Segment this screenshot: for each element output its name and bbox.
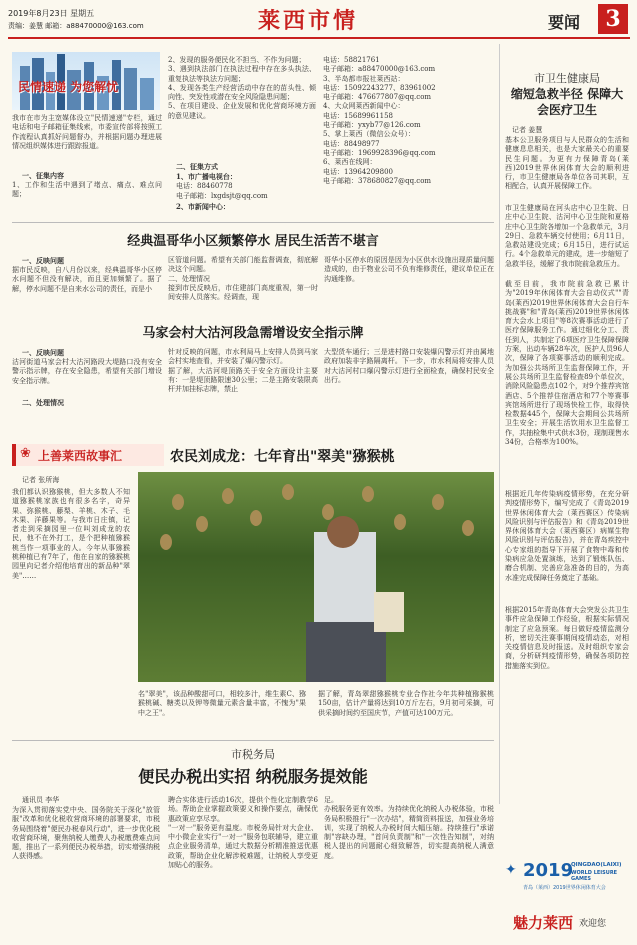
intro-body: 我市在市为主宽媒体设立"民情速递"专栏，通过电话和电子邮箱征集线索，市委宣传部将按照工作流程认真抓好问题督办，并根据问题办理进展情况组织媒体进行跟踪报道。 <box>12 114 162 150</box>
banner-title: 民情速递 为您解忧 <box>18 80 119 94</box>
feature-header <box>12 444 494 466</box>
story2-head2: 二、处理情况 <box>22 398 64 407</box>
feature-reporter: 记者 张所海 <box>22 476 60 484</box>
story1-col3: 哥华小区停水的原因是因为小区供水设施出现质量问题造成的，由于物业公司不负有维修责任，建议单位正在沟通维修。 <box>324 256 494 283</box>
intro-s2-1: 1、市广播电视台： <box>176 172 237 181</box>
right-title: 缩短急救半径 保障大会医疗卫生 <box>510 87 624 117</box>
lotus-icon: ❀ <box>20 446 31 461</box>
feature-photo <box>138 472 494 682</box>
intro-s2-1-mail: 电子邮箱：lxgdsjt@qq.com <box>176 192 268 200</box>
tax-title: 便民办税出实招 纳税服务提效能 <box>138 767 368 786</box>
story1-col2: 区管道问题。希望有关部门能监督调查，彻底解决这个问题。 二、处理情况 接到市民反映后，市住建部门高度重视，第一时间安排人员落实。经调查，现 <box>168 256 318 302</box>
story2-col3: 大型货车通行；三是进村路口安装爆闪警示灯并由属地政府加装非字路隔离杆。下一步，市水利局将安排人员对大沽河村口爆闪警示灯进行全面检查，确保村民安全出行。 <box>324 348 494 384</box>
right-body2: 市卫生健康局在河头店中心卫生院、日庄中心卫生院、沽河中心卫生院和夏格庄中心卫生院各增加一个急救单元，3月29日、急救车辆交付使用；6月11日，急救站建设完成；6月15日，进行试运行。4个急救单元的建成，进一步缩短了急救半径，缓解了我市院前急救压力。 <box>505 204 629 268</box>
page-number: 3 <box>598 4 628 34</box>
divider-tax <box>12 740 494 741</box>
banner <box>12 52 160 110</box>
series-label: 上善莱西故事汇 <box>38 449 123 463</box>
logo-en3: 青岛（莱西）2019世界休闲体育大会 <box>523 885 606 891</box>
logo-en1: QINGDAO(LAIXI) <box>571 862 622 868</box>
story2-head: 一、反映问题 <box>22 348 64 357</box>
intro-s2-1-phone: 电话：88460778 <box>176 182 233 190</box>
leisure-figure-icon: ✦ <box>505 862 517 878</box>
feature-caption-left: 名"翠美"，该品种酸甜可口，相较多汁，维生素C、猕猴桃碱、糖类以及钾等微量元素含量丰富，不愧为"果中之王"。 <box>138 690 306 717</box>
paper-name: 莱西市情 <box>258 8 359 34</box>
masthead-rule <box>8 37 630 39</box>
story2-col2: 针对反映的问题，市水利局马上安排人员到马家会村实地查看，并安装了爆闪警示灯。 据了解，大沽河堤顶路关于安全方面设计主要有：一是堤顶路限速30公里；二是主路安装限高杆并加挂标志牌，禁止 <box>168 348 318 394</box>
right-body1: 基本公卫服务项目与人民群众的生活和健康息息相关，也是大家最关心的重要民生问题。为更有力保障青岛(莱西)2019世界休闲体育大会的顺利进行，市卫生健康局各单位各司其职，互相配合，认真开展保障工作。 <box>505 136 629 191</box>
series-badge <box>12 444 164 466</box>
story1-head: 一、反映问题 <box>22 256 64 265</box>
editor-info: 责编：姜慧 邮箱：a88470000@163.com <box>8 22 144 30</box>
right-byline: 记者 姜慧 <box>512 126 543 134</box>
right-body4: 根据近几年传染病疫情形势，在充分研判疫情形势下，编写完成了《青岛2019世界休闲体育大会（莱西赛区）传染病风险识别与评估报告》和《青岛2019世界休闲体育大会（莱西赛区）病媒生物风险识别与评估报告》，并在青岛疾控中心专家组的指导下开展了食物中毒和传染病应急处置演练，达到了锻炼队伍、磨合机制、完善应急准备的目的，为高水准完成保障任务奠定了基础。 <box>505 490 629 582</box>
divider-story1 <box>12 222 494 223</box>
intro-section1-body: 1、工作和生活中遇到了堵点、痛点、难点问题； <box>12 181 162 199</box>
slogan-welcome: 欢迎您 <box>579 919 607 929</box>
tax-kicker: 市税务局 <box>231 748 275 761</box>
feature-caption-right: 据了解，青岛翠甜猕猴桃专业合作社今年共种植猕猴桃150亩，估计产量将达到10万斤左右，9月初可采摘，可供采摘时间约至国庆节，产值可达100万元。 <box>318 690 494 717</box>
right-body3: 截至目前，我市院前急救已累计为"2019年休闲体育大会自动仪式""青岛(莱西)2019世界休闲体育大会自行车挑战赛"和"青岛(莱西)2019世界休闲体育大会水上项目"等8次赛事活动进行了医疗保障服务工作。通过细化分工、责任到人，共制定了6项医疗卫生保障保障方案，出动车辆28车次，医护人员96人次，保障了各项赛事活动的顺利完成。为加强公共场所卫生监督保障工作，开展公共场所卫生监督检查89个单位次，消除风险隐患点102个，对9个推荐宾馆酒店、5个推荐住宿酒店和77个等赛事宾馆场所进行了现场快检工作，取得快检数据445个，保障大会期间公共场所卫生安全；开展生活饮用水卫生监督工作，共抽检集中式供水3份，现制现售水34份，合格率为100%。 <box>505 280 629 447</box>
right-kicker: 市卫生健康局 <box>534 72 600 85</box>
story1-title: 经典温哥华小区频繁停水 居民生活苦不堪言 <box>127 234 379 249</box>
story1-col1: 据市民反映，自八月份以来，经典温哥华小区停水问题不但没有解决，而且更加频繁了。据了解，停水问题不是自来水公司的责任，而是小 <box>12 266 162 293</box>
masthead <box>0 0 637 40</box>
orchard-photo-icon <box>138 472 494 682</box>
intro-col2: 2、发现的服务便民化不担当、不作为问题； 3、遇到执法部门在执法过程中存在多头执法、重复执法等执法方问题； 4、发现各类生产经营活动中存在的苗头性、倾向性、突发性或潜在安全风险隐患问题； 5、在项目建设、企业发展和优化营商环境方面的意见建议。 <box>168 56 316 120</box>
logo-year: 2019 <box>523 860 574 881</box>
section-name: 要闻 <box>548 13 581 32</box>
issue-date: 2019年8月23日 星期五 <box>8 9 95 18</box>
slogan-main: 魅力莱西 <box>513 914 574 932</box>
tax-byline: 通讯员 李华 <box>22 796 60 804</box>
tax-col3: 足。 办税服务更有效率。为持续优化纳税人办税体验，市税务局积极推行"一次办结"，精简资料报送，加强业务培训，实现了纳税人办税时间大幅压缩。持续推行"承诺制"容缺办理，"首问负责制"和"一次性告知制"，对纳税人提出的问题耐心细致解答，切实提高纳税人满意度。 <box>324 796 494 860</box>
story2-col1: 沽河街道马家会村大沽河路段大堤路口没有安全警示指示牌，存在安全隐患，希望有关部门增设安全指示牌。 <box>12 358 162 385</box>
intro-col3: 电话：58821761 电子邮箱：a88470000@163.com 3、半岛都市报社莱西站： 电话：15092243277、83961002 电子邮箱：476677807@qq.com 4、大众网莱西新闻中心： 电话：15689961158 电子邮箱：yxyb77@126.com 5、掌上莱西（微信公众号）： 电话：88498977 电子邮箱：1969928396@qq.com 6、莱西在线网： 电话：13964209800 电子邮箱：378680827@qq.com <box>323 56 436 185</box>
intro-s2-2: 2、市新闻中心： <box>176 202 230 211</box>
tax-col1: 为深入贯彻落实党中央、国务院关于深化"放管服"改革和优化税收营商环境的部署要求，市税务局围绕着"便民办税春风行动"，进一步优化税收营商环境，聚焦纳税人缴费人办税缴费难点问题，推出了一系列便民办税举措，切实增强纳税人获得感。 <box>12 806 160 861</box>
intro-section1-head: 一、征集内容 <box>22 171 64 180</box>
intro-section2-head: 二、征集方式 <box>176 162 218 171</box>
tax-col2: 聘合实体进行活动16次，提供个性化定制教学6场。帮助企业掌握政策要义和操作要点，确保优惠政策应享尽享。 "一对一"服务更有温度。市税务局针对大企业、中小微企业实行"一对一"服务包联辅导，建立重点企业服务清单，通过大数据分析精准推送优惠政策，帮助企业化解涉税难题，让纳税人享受更加贴心的服务。 <box>168 796 318 870</box>
story2-title: 马家会村大沽河段急需增设安全指示牌 <box>142 326 364 341</box>
right-body5: 根据2015年青岛体育大会突发公共卫生事件应急保障工作经验，根据实际情况制定了应急预案。每日做好疫情监测分析，密切关注赛事期间疫情动态，对相关疫情信息及时报送。及时组织专家会商，分析研判疫情形势，确保各项防控措施落实到位。 <box>505 606 629 670</box>
divider-right-column <box>499 44 500 804</box>
feature-title: 农民刘成龙：七年育出"翠美"猕猴桃 <box>170 449 395 465</box>
logo-en2: WORLD LEISURE GAMES <box>571 870 618 882</box>
feature-body: 我们都认识猕猴桃，但大多数人不知道猕猴桃家族也有很多名字，奇异果、弥猴桃、藤梨、羊桃、木子、毛木果、洋藤果等。与我市日庄镇，记者走到采摘园里一位叫刘成龙的农民，他不在外打工，是个把种植猕猴桃当作一项事业的人。今年从事猕猴桃种植已有7年了，他在自家的猕猴桃园里向记者介绍他培育出的新品种"翠美"…… <box>12 488 130 580</box>
games-logo <box>503 860 631 940</box>
